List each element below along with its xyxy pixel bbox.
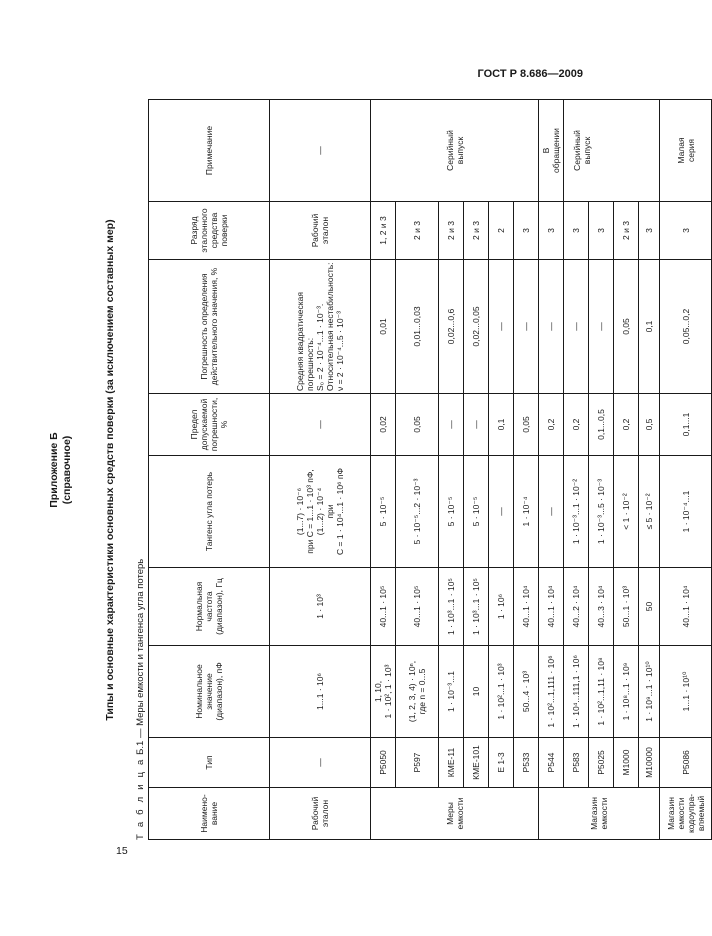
cell-rank: 3 <box>514 202 539 260</box>
cell-loss-tangent: 1 · 10⁻⁴ <box>514 456 539 568</box>
table-title: Типы и основные характеристики основных средств поверки (за исключением составных мер) <box>104 219 116 721</box>
table-row <box>639 100 660 840</box>
cell-note-merged: Серийный выпуск <box>564 100 660 202</box>
cell-loss-tangent: — <box>539 456 564 568</box>
cell-rank: 2 <box>489 202 514 260</box>
cell-nominal: 1 · 10⁸...1 · 10⁹ <box>614 646 639 738</box>
cell-nominal: 10 <box>464 646 489 738</box>
cell-rank: 1, 2 и 3 <box>371 202 396 260</box>
table-row <box>489 100 514 840</box>
cell-rank: Рабочий эталон <box>270 202 371 260</box>
table-row <box>564 100 589 840</box>
cell-type: Р5025 <box>589 738 614 788</box>
col-header-actual-value-error: Погрешность определения действительного значения, % <box>149 260 270 394</box>
cell-type: Е 1-3 <box>489 738 514 788</box>
cell-type: Р583 <box>564 738 589 788</box>
col-header-error-limit: Предел допускаемой погрешности, % <box>149 394 270 456</box>
cell-frequency: 40...1 · 10⁵ <box>396 568 439 646</box>
cell-error-limit: 0,1...0,5 <box>589 394 614 456</box>
cell-nominal: (1, 2, 3, 4) · 10ⁿ, где n = 0...5 <box>396 646 439 738</box>
cell-nominal: 1 · 10⁻³...1 <box>439 646 464 738</box>
cell-rank: 3 <box>660 202 712 260</box>
cell-actual-value-error: 0,1 <box>639 260 660 394</box>
cell-type: — <box>270 738 371 788</box>
cell-note: В обращении <box>539 100 564 202</box>
cell-frequency: 40...2 · 10⁴ <box>564 568 589 646</box>
cell-loss-tangent: 5 · 10⁻⁵...2 · 10⁻³ <box>396 456 439 568</box>
col-header-rank: Разряд эталонного средства поверки <box>149 202 270 260</box>
cell-loss-tangent: 5 · 10⁻⁵ <box>439 456 464 568</box>
cell-actual-value-error: — <box>514 260 539 394</box>
cell-rank: 2 и 3 <box>439 202 464 260</box>
cell-loss-tangent: < 1 · 10⁻² <box>614 456 639 568</box>
cell-error-limit: 0,2 <box>539 394 564 456</box>
cell-actual-value-error: Средняя квадратическая погрешность: S₀ = 2 · 10⁻⁴...1 · 10⁻³. Относительная нестабильность: ν = 2 · 10⁻⁴...5 · 10⁻³ <box>270 260 371 394</box>
cell-frequency: 40...3 · 10⁴ <box>589 568 614 646</box>
cell-type: Р597 <box>396 738 439 788</box>
col-header-name: Наимено- вание <box>149 788 270 840</box>
cell-actual-value-error: 0,05...0,2 <box>660 260 712 394</box>
cell-rank: 3 <box>539 202 564 260</box>
cell-nominal: 1 · 10²...1,111 · 10⁶ <box>539 646 564 738</box>
cell-error-limit: 0,2 <box>614 394 639 456</box>
cell-nominal: 50...4 · 10³ <box>514 646 539 738</box>
cell-nominal: 1 · 10²...1 · 10³ <box>489 646 514 738</box>
appendix-title: Приложение Б <box>48 432 60 508</box>
cell-actual-value-error: 0,05 <box>614 260 639 394</box>
page-number: 15 <box>116 845 128 857</box>
col-header-frequency: Нормальная частота (диапазон), Гц <box>149 568 270 646</box>
cell-error-limit: 0,2 <box>564 394 589 456</box>
cell-type: Р533 <box>514 738 539 788</box>
cell-frequency: 40...1 · 10⁴ <box>539 568 564 646</box>
table-caption <box>135 559 146 840</box>
cell-error-limit: — <box>270 394 371 456</box>
table-row <box>660 100 712 840</box>
col-header-type: Тип <box>149 738 270 788</box>
col-header-note: Примечание <box>149 100 270 202</box>
cell-frequency: 50...1 · 10³ <box>614 568 639 646</box>
appendix-note: (справочное) <box>61 435 73 505</box>
cell-name: Магазин емкости кодоупра- вляемый <box>660 788 712 840</box>
cell-type: М10000 <box>639 738 660 788</box>
cell-nominal: 1 · 10⁴...111,1 · 10⁶ <box>564 646 589 738</box>
table-row <box>589 100 614 840</box>
cell-actual-value-error: 0,02...0,05 <box>464 260 489 394</box>
cell-frequency: 1 · 10⁶ <box>489 568 514 646</box>
table-row <box>270 100 371 840</box>
table-row <box>514 100 539 840</box>
cell-type: Р544 <box>539 738 564 788</box>
cell-actual-value-error: — <box>589 260 614 394</box>
cell-frequency: 50 <box>639 568 660 646</box>
cell-error-limit: — <box>439 394 464 456</box>
cell-loss-tangent: (1...7) · 10⁻⁶ при С = 1...1 · 10³ пФ, (1...2) · 10⁻⁴ при С = 1 · 10⁴...1 · 10⁶ пФ <box>270 456 371 568</box>
cell-actual-value-error: — <box>564 260 589 394</box>
cell-nominal: 1, 10, 1 · 10², 1 · 10³ <box>371 646 396 738</box>
cell-name-merged: Меры емкости <box>371 788 539 840</box>
table-row <box>614 100 639 840</box>
table-row <box>464 100 489 840</box>
cell-frequency: 1 · 10³...1 · 10⁵ <box>439 568 464 646</box>
cell-error-limit: 0,05 <box>396 394 439 456</box>
cell-frequency: 40...1 · 10⁴ <box>514 568 539 646</box>
cell-loss-tangent: 1 · 10⁻³...1 · 10⁻² <box>564 456 589 568</box>
cell-actual-value-error: 0,01 <box>371 260 396 394</box>
cell-note: Малая серия <box>660 100 712 202</box>
cell-rank: 2 и 3 <box>614 202 639 260</box>
cell-frequency: 40...1 · 10⁵ <box>371 568 396 646</box>
cell-note-merged: Серийный выпуск <box>371 100 539 202</box>
cell-actual-value-error: — <box>489 260 514 394</box>
capacitance-measures-table <box>148 99 712 840</box>
cell-error-limit: 0,02 <box>371 394 396 456</box>
cell-name: Рабочий эталон <box>270 788 371 840</box>
cell-rank: 3 <box>589 202 614 260</box>
cell-loss-tangent: 1 · 10⁻³...5 · 10⁻³ <box>589 456 614 568</box>
cell-type: КМЕ-101 <box>464 738 489 788</box>
cell-rank: 2 и 3 <box>396 202 439 260</box>
cell-rank: 3 <box>564 202 589 260</box>
cell-actual-value-error: 0,01...0,03 <box>396 260 439 394</box>
table-row <box>371 100 396 840</box>
cell-nominal: 1 · 10²...1,11 · 10⁸ <box>589 646 614 738</box>
cell-error-limit: 0,5 <box>639 394 660 456</box>
cell-error-limit: 0,05 <box>514 394 539 456</box>
cell-actual-value-error: 0,02...0,6 <box>439 260 464 394</box>
cell-nominal: 1 · 10⁹...1 · 10¹⁰ <box>639 646 660 738</box>
cell-name-merged: Магазин емкости <box>539 788 660 840</box>
table-row <box>396 100 439 840</box>
cell-rank: 3 <box>639 202 660 260</box>
cell-nominal: 1...1 · 10¹⁰ <box>660 646 712 738</box>
cell-loss-tangent: 5 · 10⁻⁵ <box>464 456 489 568</box>
table-row <box>439 100 464 840</box>
table-row <box>539 100 564 840</box>
cell-loss-tangent: — <box>489 456 514 568</box>
table-caption-label: Т а б л и ц а <box>135 757 146 840</box>
cell-type: М1000 <box>614 738 639 788</box>
cell-frequency: 1 · 10³...1 · 10⁵ <box>464 568 489 646</box>
table-caption-text: Б.1 — Меры емкости и тангенса угла потерь <box>135 558 146 755</box>
cell-type: Р5050 <box>371 738 396 788</box>
cell-nominal: 1...1 · 10⁶ <box>270 646 371 738</box>
rotated-page-content <box>46 100 706 840</box>
cell-frequency: 40...1 · 10⁴ <box>660 568 712 646</box>
cell-frequency: 1 · 10³ <box>270 568 371 646</box>
cell-type: Р5086 <box>660 738 712 788</box>
cell-type: КМЕ-11 <box>439 738 464 788</box>
cell-error-limit: 0,1...1 <box>660 394 712 456</box>
cell-loss-tangent: 5 · 10⁻⁵ <box>371 456 396 568</box>
cell-actual-value-error: — <box>539 260 564 394</box>
cell-note: — <box>270 100 371 202</box>
col-header-nominal: Номинальное значение (диапазон), пФ <box>149 646 270 738</box>
cell-error-limit: 0,1 <box>489 394 514 456</box>
page-header-standard: ГОСТ Р 8.686—2009 <box>477 68 583 80</box>
cell-loss-tangent: 1 · 10⁻⁴...1 <box>660 456 712 568</box>
col-header-loss-tangent: Тангенс угла потерь <box>149 456 270 568</box>
cell-loss-tangent: ≤ 5 · 10⁻² <box>639 456 660 568</box>
cell-rank: 2 и 3 <box>464 202 489 260</box>
cell-error-limit: — <box>464 394 489 456</box>
table-header-row <box>149 100 270 840</box>
